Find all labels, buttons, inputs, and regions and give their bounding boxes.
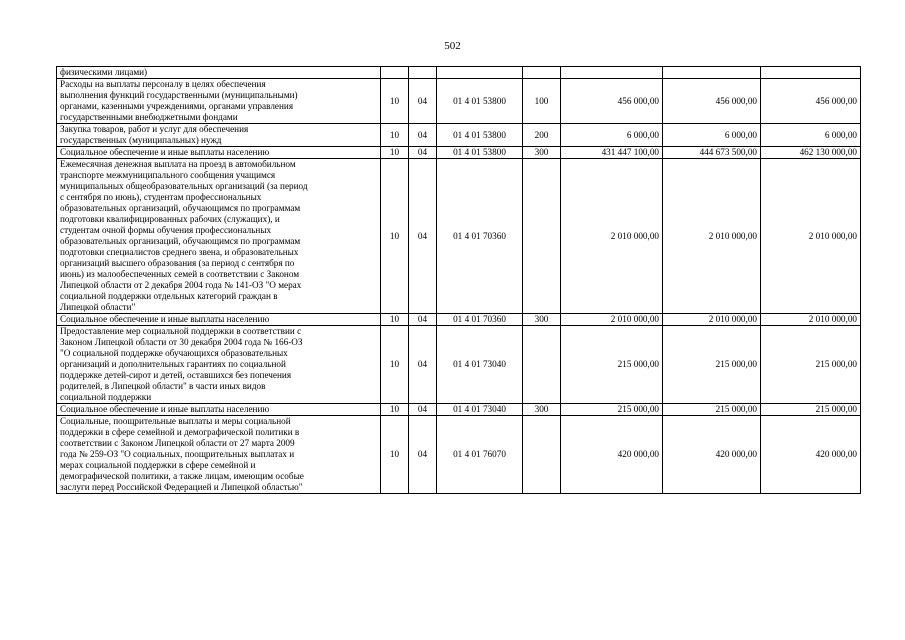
description-line: поддержке детей-сирот и детей, оставшихся без попечения <box>60 370 292 380</box>
target-article-cell: 01 4 01 53800 <box>437 124 523 147</box>
description-line: транспорте межмуниципального сообщения учащимся <box>60 170 276 180</box>
description-cell <box>57 159 381 314</box>
table-row <box>57 147 861 159</box>
amount-year3-cell: 215 000,00 <box>761 404 861 416</box>
expense-type-cell <box>523 159 561 314</box>
description-line: демографической политики, а также лицам, имеющим особые <box>60 471 304 481</box>
description-line: года № 259-ОЗ "О социальных, поощрительных выплатах и <box>60 449 295 459</box>
table-row <box>57 314 861 326</box>
description-line: заслуги перед Российской Федерацией и Липецкой областью" <box>60 482 303 492</box>
description-line: Социальное обеспечение и иные выплаты населению <box>60 314 270 324</box>
description-cell <box>57 67 381 79</box>
description-line: Ежемесячная денежная выплата на проезд в автомобильном <box>60 159 296 169</box>
podrazdel-cell <box>409 67 437 79</box>
razdel-cell: 10 <box>381 124 409 147</box>
expense-type-cell <box>523 326 561 404</box>
description-line: Социальные, поощрительные выплаты и меры социальной <box>60 416 291 426</box>
table-row <box>57 416 861 494</box>
amount-year3-cell <box>761 67 861 79</box>
expense-type-cell <box>523 416 561 494</box>
description-cell <box>57 314 381 326</box>
page-number: 502 <box>444 40 461 52</box>
description-line: социальной поддержки отдельных категорий граждан в <box>60 291 278 301</box>
description-cell <box>57 416 381 494</box>
expense-type-cell: 300 <box>523 314 561 326</box>
razdel-cell: 10 <box>381 159 409 314</box>
amount-year1-cell: 431 447 100,00 <box>561 147 663 159</box>
amount-year3-cell: 215 000,00 <box>761 326 861 404</box>
description-line: социальной поддержки <box>60 392 152 402</box>
target-article-cell: 01 4 01 73040 <box>437 404 523 416</box>
description-cell <box>57 326 381 404</box>
razdel-cell: 10 <box>381 79 409 124</box>
podrazdel-cell: 04 <box>409 79 437 124</box>
table-row <box>57 79 861 124</box>
target-article-cell <box>437 67 523 79</box>
expense-type-cell: 300 <box>523 147 561 159</box>
amount-year1-cell: 215 000,00 <box>561 404 663 416</box>
amount-year1-cell: 2 010 000,00 <box>561 159 663 314</box>
description-line: поддержки в сфере семейной и демографической политики в <box>60 427 300 437</box>
amount-year3-cell: 2 010 000,00 <box>761 159 861 314</box>
amount-year1-cell: 215 000,00 <box>561 326 663 404</box>
amount-year1-cell: 2 010 000,00 <box>561 314 663 326</box>
description-line: подготовки специалистов среднего звена, и образовательных <box>60 247 299 257</box>
description-cell <box>57 147 381 159</box>
description-line: организаций высшего образования (за период с сентября по <box>60 258 295 268</box>
table-row <box>57 67 861 79</box>
expense-type-cell: 100 <box>523 79 561 124</box>
target-article-cell: 01 4 01 70360 <box>437 314 523 326</box>
expense-type-cell: 200 <box>523 124 561 147</box>
description-line: Законом Липецкой области от 30 декабря 2004 года № 166-ОЗ <box>60 337 303 347</box>
amount-year1-cell: 6 000,00 <box>561 124 663 147</box>
description-cell <box>57 124 381 147</box>
razdel-cell: 10 <box>381 147 409 159</box>
description-line: июнь) из малообеспеченных семей в соответствии с Законом <box>60 269 300 279</box>
amount-year3-cell: 462 130 000,00 <box>761 147 861 159</box>
table-row <box>57 404 861 416</box>
expense-type-cell <box>523 67 561 79</box>
description-line: родителей, в Липецкой области" в части иных видов <box>60 381 266 391</box>
description-line: соответствии с Законом Липецкой области от 27 марта 2009 <box>60 438 295 448</box>
description-line: выполнения функций государственными (муниципальными) <box>60 90 298 100</box>
description-cell <box>57 79 381 124</box>
amount-year3-cell: 2 010 000,00 <box>761 314 861 326</box>
table-row <box>57 124 861 147</box>
podrazdel-cell: 04 <box>409 159 437 314</box>
podrazdel-cell: 04 <box>409 416 437 494</box>
description-line: государственных (муниципальных) нужд <box>60 135 222 145</box>
amount-year2-cell: 420 000,00 <box>663 416 761 494</box>
target-article-cell: 01 4 01 76070 <box>437 416 523 494</box>
description-line: Липецкой области от 2 декабря 2004 года № 141-ОЗ "О мерах <box>60 280 302 290</box>
expense-type-cell: 300 <box>523 404 561 416</box>
description-cell <box>57 404 381 416</box>
amount-year3-cell: 456 000,00 <box>761 79 861 124</box>
description-line: студентам очной формы обучения профессиональных <box>60 225 272 235</box>
podrazdel-cell: 04 <box>409 314 437 326</box>
description-line: Липецкой области" <box>60 302 136 312</box>
amount-year2-cell: 2 010 000,00 <box>663 314 761 326</box>
budget-table <box>56 66 861 494</box>
target-article-cell: 01 4 01 53800 <box>437 79 523 124</box>
target-article-cell: 01 4 01 53800 <box>437 147 523 159</box>
amount-year1-cell: 420 000,00 <box>561 416 663 494</box>
description-line: государственными внебюджетными фондами <box>60 112 238 122</box>
amount-year2-cell: 6 000,00 <box>663 124 761 147</box>
amount-year1-cell: 456 000,00 <box>561 79 663 124</box>
description-line: мерах социальной поддержки в сфере семейной и <box>60 460 256 470</box>
amount-year3-cell: 6 000,00 <box>761 124 861 147</box>
amount-year2-cell: 456 000,00 <box>663 79 761 124</box>
description-line: муниципальных общеобразовательных организаций (за период <box>60 181 308 191</box>
amount-year2-cell: 2 010 000,00 <box>663 159 761 314</box>
description-line: Социальное обеспечение и иные выплаты населению <box>60 147 270 157</box>
description-line: Социальное обеспечение и иные выплаты населению <box>60 404 270 414</box>
razdel-cell: 10 <box>381 326 409 404</box>
target-article-cell: 01 4 01 73040 <box>437 326 523 404</box>
podrazdel-cell: 04 <box>409 404 437 416</box>
description-line: Расходы на выплаты персоналу в целях обеспечения <box>60 79 266 89</box>
amount-year2-cell <box>663 67 761 79</box>
amount-year3-cell: 420 000,00 <box>761 416 861 494</box>
razdel-cell: 10 <box>381 404 409 416</box>
amount-year2-cell: 444 673 500,00 <box>663 147 761 159</box>
description-line: с сентября по июнь), студентам профессиональных <box>60 192 262 202</box>
description-line: Предоставление мер социальной поддержки в соответствии с <box>60 326 302 336</box>
table-body <box>57 67 861 494</box>
table-row <box>57 159 861 314</box>
podrazdel-cell: 04 <box>409 124 437 147</box>
razdel-cell: 10 <box>381 314 409 326</box>
table-row <box>57 326 861 404</box>
amount-year1-cell <box>561 67 663 79</box>
description-line: образовательных организаций, обучающимся по программам <box>60 236 301 246</box>
razdel-cell <box>381 67 409 79</box>
description-line: физическими лицами) <box>60 67 148 77</box>
razdel-cell: 10 <box>381 416 409 494</box>
description-line: "О социальной поддержке обучающихся образовательных <box>60 348 288 358</box>
description-line: органами, казенными учреждениями, органами управления <box>60 101 294 111</box>
target-article-cell: 01 4 01 70360 <box>437 159 523 314</box>
podrazdel-cell: 04 <box>409 326 437 404</box>
podrazdel-cell: 04 <box>409 147 437 159</box>
description-line: организаций и дополнительных гарантиях по социальной <box>60 359 286 369</box>
amount-year2-cell: 215 000,00 <box>663 404 761 416</box>
description-line: Закупка товаров, работ и услуг для обеспечения <box>60 124 249 134</box>
description-line: подготовки квалифицированных рабочих (служащих), и <box>60 214 280 224</box>
amount-year2-cell: 215 000,00 <box>663 326 761 404</box>
description-line: образовательных организаций, обучающимся по программам <box>60 203 301 213</box>
